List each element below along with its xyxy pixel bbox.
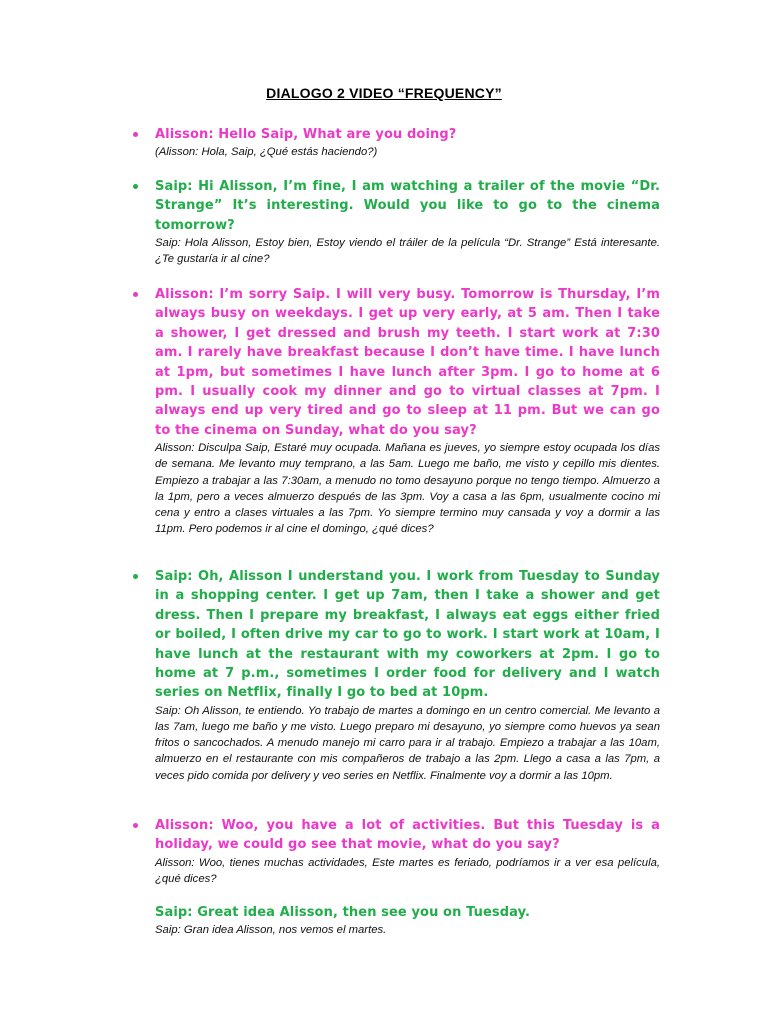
dialogue-entry-2 bbox=[155, 177, 660, 268]
english-line: Saip: Great idea Alisson, then see you on Tuesday. bbox=[155, 905, 531, 920]
spanish-translation: Saip: Gran idea Alisson, nos vemos el martes. bbox=[155, 924, 387, 937]
spanish-translation: Alisson: Disculpa Saip, Estaré muy ocupada. Mañana es jueves, yo siempre estoy ocupada los días de semana. Me levanto muy temprano, a las 5am. Luego me baño, me visto y cepillo mis dientes. Empiezo a trabajar a las 7:30am, a menudo no tomo desayuno porque no tengo tiempo. Almuerzo a la 1pm, pero a veces almuerzo después de las 3pm. Voy a casa a las 6pm, usualmente cocino mi cena y entro a clases virtuales a las 7pm. Yo siempre termino muy cansada y voy a dormir a las 11pm. Pero podemos ir al cine el domingo, ¿qué dices? bbox=[155, 442, 660, 536]
document-title: DIALOGO 2 VIDEO “FREQUENCY” bbox=[266, 85, 502, 101]
dialogue-entry-6 bbox=[155, 903, 660, 939]
spanish-translation: (Alisson: Hola, Saip, ¿Qué estás haciendo?) bbox=[155, 146, 378, 159]
bullet-icon bbox=[133, 823, 138, 828]
dialogue-entry-3 bbox=[155, 285, 660, 537]
english-line: Saip: Hi Alisson, I’m fine, I am watching a trailer of the movie “Dr. Strange” It’s interesting. Would you like to go to the cinema tomorrow? bbox=[155, 179, 660, 233]
bullet-icon bbox=[133, 574, 138, 579]
bullet-icon bbox=[133, 184, 138, 189]
spanish-translation: Saip: Hola Alisson, Estoy bien, Estoy viendo el tráiler de la película “Dr. Strange” Está interesante. ¿Te gustaría ir al cine? bbox=[155, 237, 660, 266]
bullet-icon bbox=[133, 132, 138, 137]
english-line: Saip: Oh, Alisson I understand you. I work from Tuesday to Sunday in a shopping center. I get up 7am, then I take a shower and get dress. Then I prepare my breakfast, I always eat eggs either fried or boiled, I often drive my car to go to work. I start work at 10am, I have lunch at the restaurant with my coworkers at 2pm. I go to home at 7 p.m., sometimes I order food for delivery and I watch series on Netflix, finally I go to bed at 10pm. bbox=[155, 569, 660, 701]
dialogue-entry-1 bbox=[155, 125, 660, 161]
bullet-icon bbox=[133, 292, 138, 297]
spanish-translation: Alisson: Woo, tienes muchas actividades, Este martes es feriado, podríamos ir a ver esa película, ¿qué dices? bbox=[155, 856, 660, 886]
english-line: Alisson: I’m sorry Saip. I will very busy. Tomorrow is Thursday, I’m always busy on weekdays. I get up very early, at 5 am. Then I take a shower, I get dressed and brush my teeth. I start work at 7:30 am. I rarely have breakfast because I don’t have time. I have lunch at 1pm, but sometimes I have lunch after 3pm. I go to home at 6 pm. I usually cook my dinner and go to virtual classes at 7pm. I always end up very tired and go to sleep at 11 pm. But we can go to the cinema on Sunday, what do you say? bbox=[155, 287, 660, 438]
english-line: Alisson: Hello Saip, What are you doing? bbox=[155, 127, 457, 142]
english-line: Alisson: Woo, you have a lot of activities. But this Tuesday is a holiday, we could go see that movie, what do you say? bbox=[155, 818, 660, 853]
dialogue-entry-5 bbox=[155, 816, 660, 887]
spanish-translation: Saip: Oh Alisson, te entiendo. Yo trabajo de martes a domingo en un centro comercial. Me levanto a las 7am, luego me baño y me visto. Luego preparo mi desayuno, yo siempre como huevos ya sean fritos o sancochados. A menudo manejo mi carro para ir al trabajo. Empiezo a trabajar a las 10am, almuerzo en el restaurante con mis compañeros de trabajo a las 2pm. Llego a casa a las 7pm, a veces pido comida por delivery y veo series en Netflix. Finalmente voy a dormir a las 10pm. bbox=[155, 704, 660, 782]
dialogue-entry-4 bbox=[155, 567, 660, 784]
